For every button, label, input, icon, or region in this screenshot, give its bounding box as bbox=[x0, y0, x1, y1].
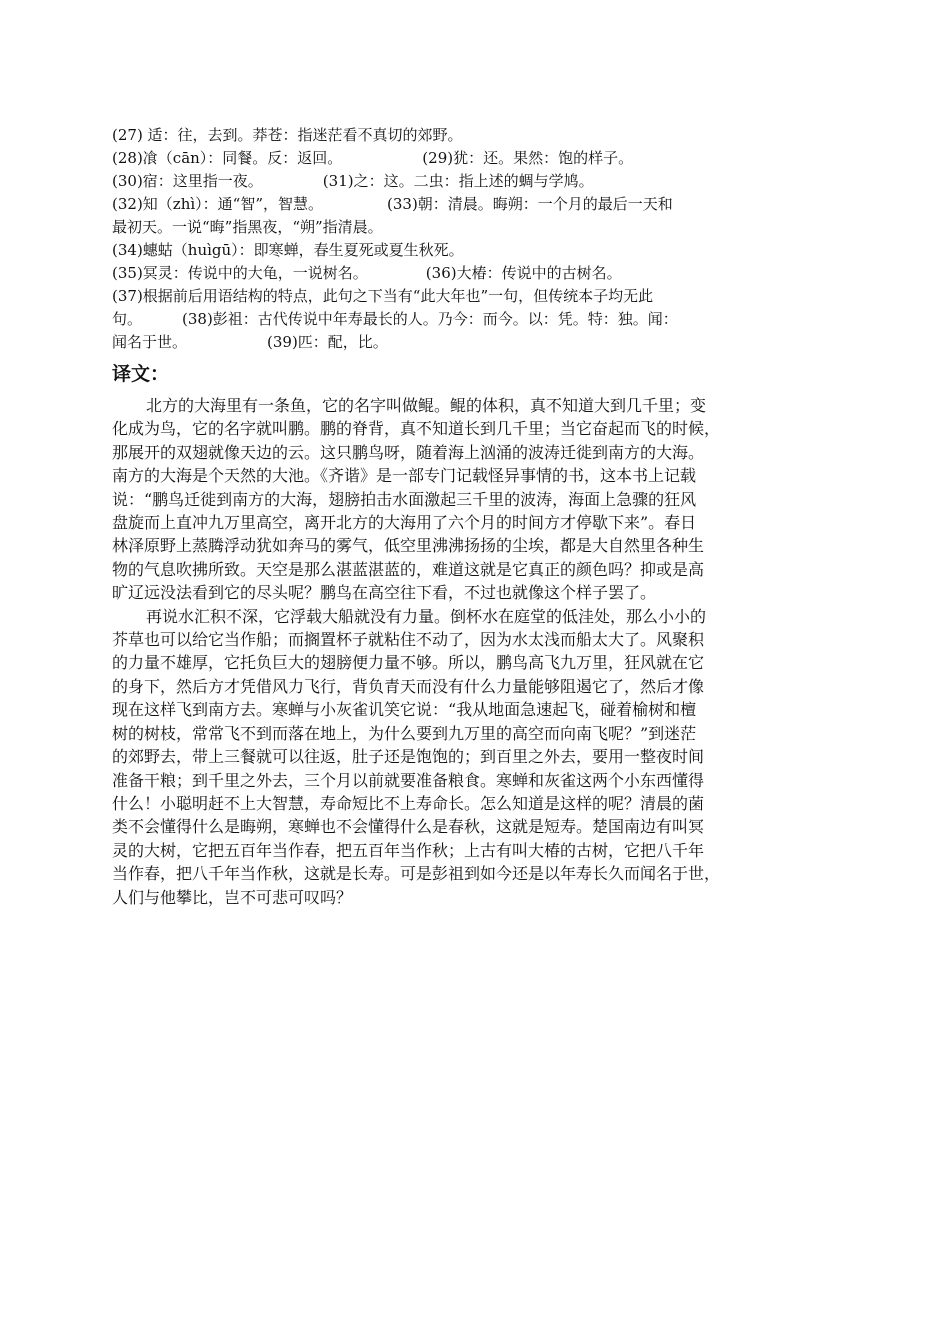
note-text: (30)宿：这里指一夜。 bbox=[112, 172, 263, 190]
text-line: 现在这样飞到南方去。寒蝉与小灰雀讥笑它说：“我从地面急速起飞，碰着榆树和檀 bbox=[112, 700, 697, 720]
translation-paragraph bbox=[112, 605, 836, 909]
text-line: 的郊野去，带上三餐就可以往返，肚子还是饱饱的；到百里之外去，要用一整夜时间 bbox=[112, 747, 705, 767]
note-text: (33)朝：清晨。晦朔：一个月的最后一天和 bbox=[387, 195, 673, 213]
text-line: 旷辽远没法看到它的尽头呢？鹏鸟在高空往下看，不过也就像这个样子罢了。 bbox=[112, 583, 657, 603]
note-line bbox=[112, 308, 836, 331]
note-text: (31)之：这。二虫：指上述的蜩与学鸠。 bbox=[322, 172, 594, 190]
text-line: 当作春，把八千年当作秋，这就是长寿。可是彭祖到如今还是以年寿长久而闻名于世， bbox=[112, 864, 721, 884]
note-line bbox=[112, 124, 836, 147]
note-text: (32)知（zhì）：通“智”，智慧。 bbox=[112, 195, 323, 213]
text-line: 再说水汇积不深，它浮载大船就没有力量。倒杯水在庭堂的低洼处，那么小小的 bbox=[146, 606, 707, 626]
translation-heading: 译文： bbox=[112, 363, 170, 385]
text-line: 的身下，然后方才凭借风力飞行，背负青天而没有什么力量能够阻遏它了，然后才像 bbox=[112, 676, 705, 696]
note-line bbox=[112, 262, 836, 285]
note-line bbox=[112, 147, 836, 170]
text-line: 类不会懂得什么是晦朔，寒蝉也不会懂得什么是春秋，这就是短寿。楚国南边有叫冥 bbox=[112, 817, 705, 837]
note-text: (37)根据前后用语结构的特点，此句之下当有“此大年也”一句，但传统本子均无此 bbox=[112, 287, 654, 305]
note-text: (29)犹：还。果然：饱的样子。 bbox=[422, 149, 634, 167]
note-line bbox=[112, 170, 836, 193]
note-line bbox=[112, 285, 836, 308]
note-text: 句。 bbox=[112, 310, 143, 328]
note-text: (39)匹：配，比。 bbox=[267, 333, 388, 351]
text-line: 准备干粮；到千里之外去，三个月以前就要准备粮食。寒蝉和灰雀这两个小东西懂得 bbox=[112, 770, 705, 790]
text-line: 人们与他攀比，岂不可悲可叹吗？ bbox=[112, 887, 353, 907]
text-line: 那展开的双翅就像天边的云。这只鹏鸟呀，随着海上汹涌的波涛迁徙到南方的大海。 bbox=[112, 442, 705, 462]
text-line: 盘旋而上直冲九万里高空，离开北方的大海用了六个月的时间方才停歇下来”。春日 bbox=[112, 513, 697, 533]
text-line: 树的树枝，常常飞不到而落在地上，为什么要到九万里的高空而向南飞呢？”到迷茫 bbox=[112, 723, 697, 743]
note-text: (34)蟪蛄（huìgū）：即寒蝉，春生夏死或夏生秋死。 bbox=[112, 241, 464, 259]
note-line bbox=[112, 239, 836, 262]
note-line bbox=[112, 193, 836, 216]
text-line: 灵的大树，它把五百年当作春，把五百年当作秋；上古有叫大椿的古树，它把八千年 bbox=[112, 840, 705, 860]
text-line: 芥草也可以给它当作船；而搁置杯子就粘住不动了，因为水太浅而船太大了。风聚积 bbox=[112, 630, 705, 650]
text-line: 化成为鸟，它的名字就叫鹏。鹏的脊背，真不知道长到几千里；当它奋起而飞的时候， bbox=[112, 419, 721, 439]
note-text: 闻名于世。 bbox=[112, 333, 188, 351]
text-line: 说：“鹏鸟迁徙到南方的大海，翅膀拍击水面激起三千里的波涛，海面上急骤的狂风 bbox=[112, 489, 697, 509]
notes-section bbox=[112, 124, 836, 354]
text-line: 南方的大海是个天然的大池。《齐谐》是一部专门记载怪异事情的书，这本书上记载 bbox=[112, 466, 697, 486]
text-line: 物的气息吹拂所致。天空是那么湛蓝湛蓝的，难道这就是它真正的颜色吗？抑或是高 bbox=[112, 559, 705, 579]
text-line: 北方的大海里有一条鱼，它的名字叫做鲲。鲲的体积，真不知道大到几千里；变 bbox=[146, 396, 707, 415]
text-line: 的力量不雄厚，它托负巨大的翅膀便力量不够。所以，鹏鸟高飞九万里，狂风就在它 bbox=[112, 653, 705, 673]
note-text: 最初天。一说“晦”指黑夜，“朔”指清晨。 bbox=[112, 218, 383, 236]
document-page bbox=[112, 124, 836, 909]
note-text: (35)冥灵：传说中的大龟，一说树名。 bbox=[112, 264, 368, 282]
note-text: (27) 适：往，去到。莽苍：指迷茫看不真切的郊野。 bbox=[112, 126, 463, 144]
note-line bbox=[112, 216, 836, 239]
note-text: (36)大椿：传说中的古树名。 bbox=[425, 264, 622, 282]
text-line: 什么！小聪明赶不上大智慧，寿命短比不上寿命长。怎么知道是这样的呢？清晨的菌 bbox=[112, 793, 705, 813]
translation-paragraph bbox=[112, 394, 836, 605]
note-line bbox=[112, 331, 836, 354]
note-text: (38)彭祖：古代传说中年寿最长的人。乃今：而今。以：凭。特：独。闻： bbox=[182, 310, 678, 328]
text-line: 林泽原野上蒸腾浮动犹如奔马的雾气，低空里沸沸扬扬的尘埃，都是大自然里各种生 bbox=[112, 536, 705, 556]
note-text: (28)飡（cān）：同餐。反：返回。 bbox=[112, 149, 343, 167]
